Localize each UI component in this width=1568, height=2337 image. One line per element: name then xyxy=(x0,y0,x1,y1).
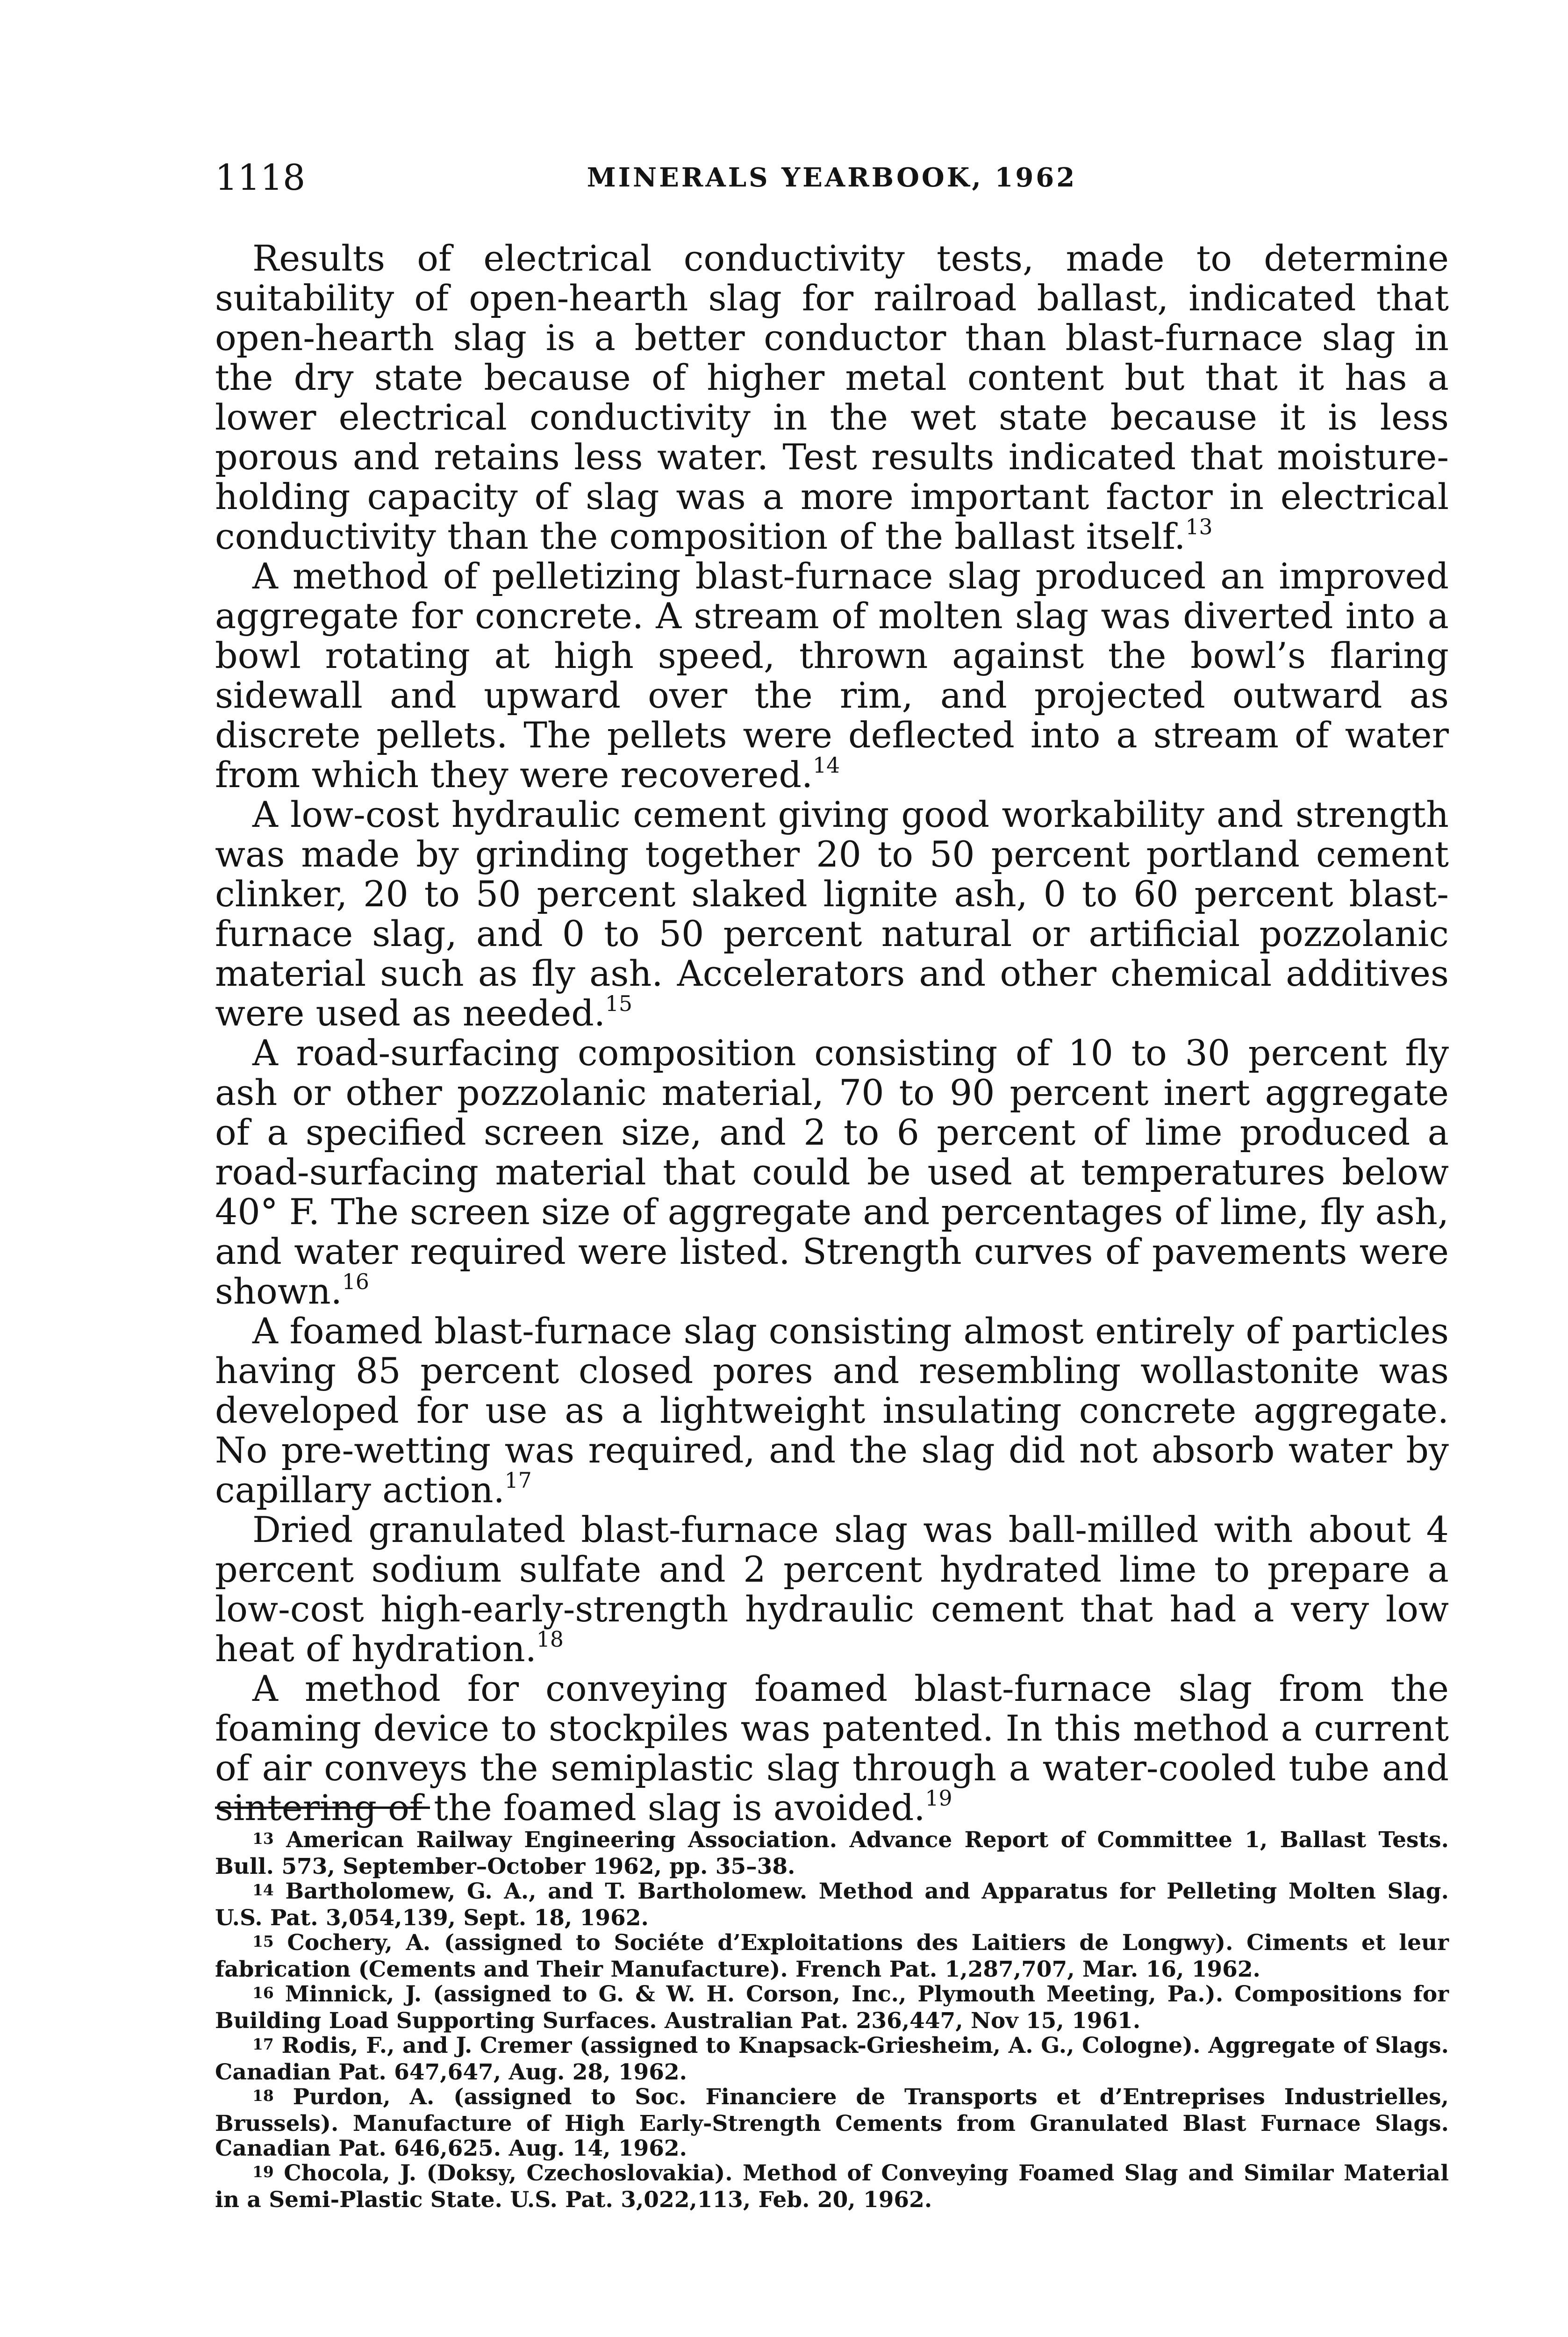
footnote-ref: 14 xyxy=(813,753,840,778)
footnote-number: 13 xyxy=(252,1829,274,1848)
footnote xyxy=(215,1930,1449,1982)
footnote xyxy=(215,2161,1449,2212)
paragraph-text: A road-surfacing composition consisting of 10 to 30 percent fly ash or other pozzolanic material, 70 to 90 percent inert aggregate of a specified screen size, and 2 to 6 percent of lime produced a road-surfacing material that could be used at temperatures below 40° F. The screen size of aggregate and percentages of lime, fly ash, and water required were listed. Strength curves of pavements were shown. xyxy=(215,1032,1449,1312)
paragraph-text: A foamed blast-furnace slag consisting almost entirely of particles having 85 percent closed pores and resembling wollastonite was developed for use as a lightweight insulating concrete aggregate. No pre-wetting was required, and the slag did not absorb water by capillary action. xyxy=(215,1310,1449,1511)
paragraph-text: A low-cost hydraulic cement giving good workability and strength was made by grinding together 20 to 50 percent portland cement clinker, 20 to 50 percent slaked lignite ash, 0 to 60 percent blast-furnace slag, and 0 to 50 percent natural or artificial pozzolanic material such as fly ash. Accelerators and other chemical additives were used as needed. xyxy=(215,794,1449,1034)
paragraph xyxy=(215,1510,1449,1669)
footnotes xyxy=(215,1828,1449,2212)
footnote-number: 17 xyxy=(252,2035,274,2054)
paragraph xyxy=(215,556,1449,795)
footnote xyxy=(215,2085,1449,2161)
paragraph xyxy=(215,238,1449,556)
paragraph xyxy=(215,1033,1449,1311)
paragraph-text: A method for conveying foamed blast-furnace slag from the foaming device to stockpiles was patented. In this method a current of air conveys the semiplastic slag through a water-cooled tube and sintering of the foamed slag is avoided. xyxy=(215,1668,1449,1828)
footnote-ref: 16 xyxy=(342,1269,369,1295)
footnote-ref: 18 xyxy=(536,1627,564,1652)
footnote-text: American Railway Engineering Association. Advance Report of Committee 1, Ballast Tests. Bull. 573, September–October 1962, pp. 35–38. xyxy=(215,1827,1449,1879)
footnote-ref: 17 xyxy=(504,1468,532,1493)
footnote xyxy=(215,1828,1449,1879)
body-text xyxy=(215,238,1449,1828)
page-header xyxy=(215,154,1449,210)
footnote-text: Rodis, F., and J. Cremer (assigned to Knapsack-Griesheim, A. G., Cologne). Aggregate of Slags. Canadian Pat. 647,647, Aug. 28, 1962. xyxy=(215,2033,1449,2085)
footnote-number: 19 xyxy=(252,2163,274,2181)
footnote-ref: 19 xyxy=(925,1786,952,1811)
page-number: 1118 xyxy=(215,157,306,198)
footnote-text: Minnick, J. (assigned to G. & W. H. Corson, Inc., Plymouth Meeting, Pa.). Compositions for Building Load Supporting Surfaces. Australian Pat. 236,447, Nov 15, 1961. xyxy=(215,1981,1449,2034)
footnote-number: 14 xyxy=(252,1881,274,1900)
footnote xyxy=(215,2033,1449,2085)
footnote xyxy=(215,1982,1449,2033)
paragraph-text: Dried granulated blast-furnace slag was ball-milled with about 4 percent sodium sulfate and 2 percent hydrated lime to prepare a low-cost high-early-strength hydraulic cement that had a very low heat of hydration. xyxy=(215,1509,1449,1670)
footnote-text: Cochery, A. (assigned to Sociéte d’Exploitations des Laitiers de Longwy). Ciments et leur fabrication (Cements and Their Manufacture). French Pat. 1,287,707, Mar. 16, 1962. xyxy=(215,1930,1449,1982)
footnote xyxy=(215,1879,1449,1930)
paragraph xyxy=(215,795,1449,1033)
paragraph xyxy=(215,1311,1449,1510)
footnote-ref: 13 xyxy=(1185,515,1213,540)
footnote-number: 15 xyxy=(252,1932,274,1951)
footnote-text: Purdon, A. (assigned to Soc. Financiere de Transports et d’Entreprises Industrielles, Brussels). Manufacture of High Early-Strength Cements from Granulated Blast Furnace Slags. Canadian Pat. 646,625. Aug. 14, 1962. xyxy=(215,2084,1449,2161)
paragraph xyxy=(215,1669,1449,1828)
paragraph-text: A method of pelletizing blast-furnace slag produced an improved aggregate for concrete. A stream of molten slag was diverted into a bowl rotating at high speed, thrown against the bowl’s flaring sidewall and upward over the rim, and projected outward as discrete pellets. The pellets were deflected into a stream of water from which they were recovered. xyxy=(215,555,1449,796)
paragraph-text: Results of electrical conductivity tests, made to determine suitability of open-hearth slag for railroad ballast, indicated that open-hearth slag is a better conductor than blast-furnace slag in the dry state because of higher metal content but that it has a lower electrical conductivity in the wet state because it is less porous and retains less water. Test results indicated that moisture-holding capacity of slag was a more important factor in electrical conductivity than the composition of the ballast itself. xyxy=(215,237,1449,557)
footnote-text: Bartholomew, G. A., and T. Bartholomew. Method and Apparatus for Pelleting Molten Slag. U.S. Pat. 3,054,139, Sept. 18, 1962. xyxy=(215,1878,1449,1931)
footnote-number: 18 xyxy=(252,2086,274,2105)
footnote-number: 16 xyxy=(252,1984,274,2002)
footnote-text: Chocola, J. (Doksy, Czechoslovakia). Method of Conveying Foamed Slag and Similar Material in a Semi-Plastic State. U.S. Pat. 3,022,113, Feb. 20, 1962. xyxy=(215,2160,1449,2213)
running-title: MINERALS YEARBOOK, 1962 xyxy=(587,162,1077,193)
footnote-divider xyxy=(215,1807,430,1809)
footnote-ref: 15 xyxy=(605,991,633,1017)
